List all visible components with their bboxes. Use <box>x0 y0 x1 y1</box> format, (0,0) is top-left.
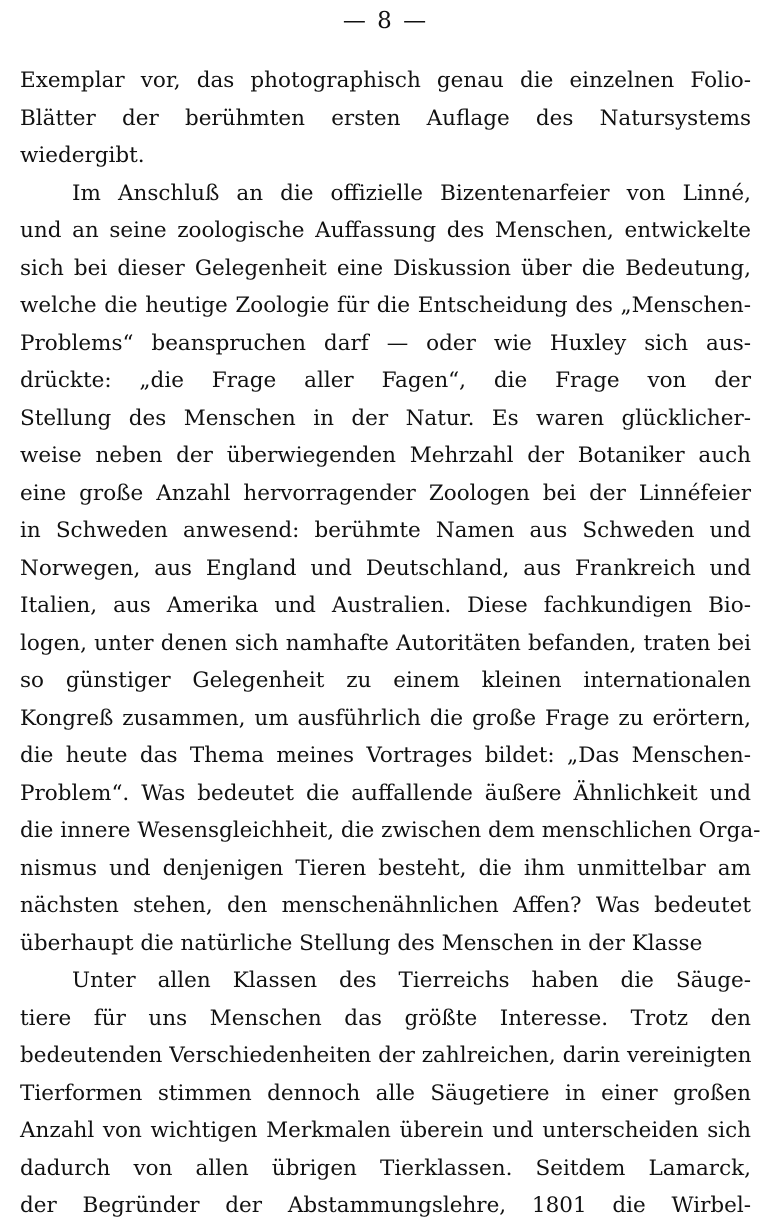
text-line: überhaupt die natürliche Stellung des Menschen in der Klasse <box>20 930 703 956</box>
text-line: bedeutenden Verschiedenheiten der zahlreichen, darin vereinigten <box>20 1043 752 1068</box>
text-line: nächsten stehen, den menschenähnlichen Affen? Was bedeutet <box>20 893 751 918</box>
text-line: Exemplar vor, das photographisch genau die einzelnen Folio- <box>20 68 751 93</box>
text-line: Im Anschluß an die offizielle Bizentenarfeier von Linné, <box>72 180 751 206</box>
text-line: Problem“. Was bedeutet die auffallende äußere Ähnlichkeit und <box>20 780 751 806</box>
text-line: Norwegen, aus England und Deutschland, aus Frankreich und <box>20 555 751 581</box>
text-line: in Schweden anwesend: berühmte Namen aus Schweden und <box>20 518 751 543</box>
text-line: logen, unter denen sich namhafte Autoritäten befanden, traten bei <box>20 630 751 656</box>
text-line: so günstiger Gelegenheit zu einem kleinen internationalen <box>20 668 751 693</box>
text-line: nismus und denjenigen Tieren besteht, die ihm unmittelbar am <box>20 855 751 881</box>
text-line: weise neben der überwiegenden Mehrzahl der Botaniker auch <box>20 443 751 468</box>
text-line: die innere Wesensgleichheit, die zwischen dem menschlichen Orga- <box>20 818 761 843</box>
text-line: Problems“ beanspruchen darf — oder wie Huxley sich aus- <box>20 330 751 356</box>
text-line: tiere für uns Menschen das größte Interesse. Trotz den <box>20 1005 751 1031</box>
text-line: Stellung des Menschen in der Natur. Es waren glücklicher- <box>20 405 751 431</box>
text-line: dadurch von allen übrigen Tierklassen. Seitdem Lamarck, <box>20 1155 751 1181</box>
text-line: Anzahl von wichtigen Merkmalen überein und unterscheiden sich <box>20 1118 751 1143</box>
text-line: welche die heutige Zoologie für die Entscheidung des „Menschen- <box>20 293 751 318</box>
text-line: sich bei dieser Gelegenheit eine Diskussion über die Bedeutung, <box>20 255 751 281</box>
text-line: eine große Anzahl hervorragender Zoologen bei der Linnéfeier <box>20 480 751 506</box>
body-text <box>20 62 761 1225</box>
text-line: Blätter der berühmten ersten Auflage des Natursystems <box>20 105 751 131</box>
text-line: Tierformen stimmen dennoch alle Säugetiere in einer großen <box>20 1080 751 1106</box>
text-line: der Begründer der Abstammungslehre, 1801 die Wirbel- <box>20 1193 751 1218</box>
text-line: Italien, aus Amerika und Australien. Diese fachkundigen Bio- <box>20 593 751 618</box>
text-line: und an seine zoologische Auffassung des Menschen, entwickelte <box>20 218 751 243</box>
page-number: — 8 — <box>342 8 429 34</box>
text-line: drückte: „die Frage aller Fagen“, die Frage von der <box>20 368 751 393</box>
text-line: Unter allen Klassen des Tierreichs haben die Säuge- <box>72 968 751 993</box>
text-line: Kongreß zusammen, um ausführlich die große Frage zu erörtern, <box>20 705 751 731</box>
text-line: wiedergibt. <box>20 143 145 168</box>
text-line: die heute das Thema meines Vortrages bildet: „Das Menschen- <box>20 743 751 768</box>
